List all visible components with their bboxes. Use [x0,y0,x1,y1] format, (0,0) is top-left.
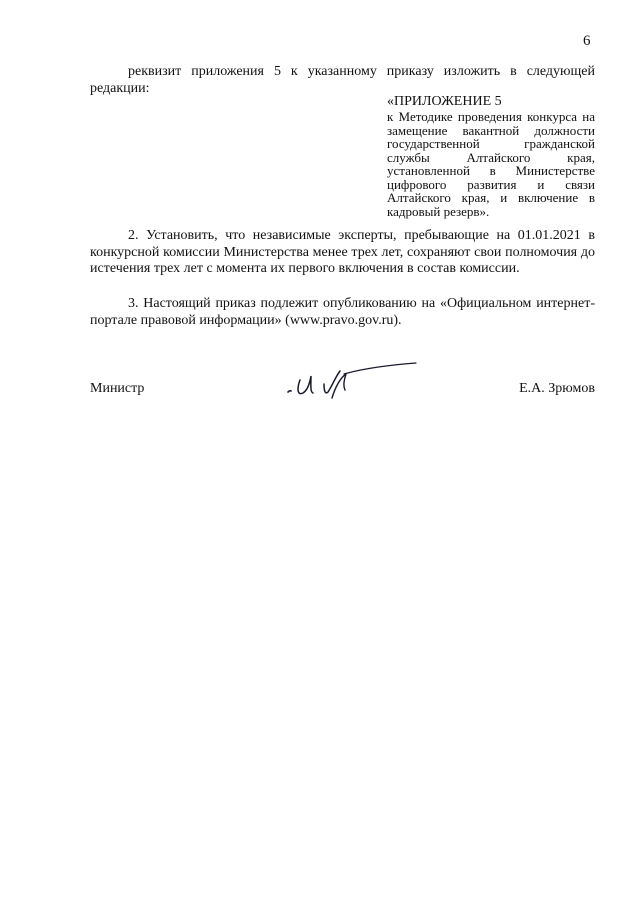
handwritten-signature [280,362,420,402]
signature-name: Е.А. Зрюмов [519,381,595,396]
signature-row [90,378,595,408]
intro-paragraph: реквизит приложения 5 к указанному приказу изложить в следующей редакции: [90,64,595,96]
paragraph-2: 2. Установить, что независимые эксперты, пребывающие на 01.01.2021 в конкурсной комиссии Министерства менее трех лет, сохраняют свои полномочия до истечения трех лет с момента их первого включения в состав комиссии. [90,228,595,276]
appendix-block [387,94,595,218]
appendix-title: «ПРИЛОЖЕНИЕ 5 [387,94,502,109]
paragraph-3: 3. Настоящий приказ подлежит опубликованию на «Официальном интернет-портале правовой информации» (www.pravo.gov.ru). [90,296,595,328]
page-number: 6 [583,33,591,49]
signature-role: Министр [90,381,145,396]
appendix-body: к Методике проведения конкурса на замещение вакантной должности государственной гражданской службы Алтайского края, установленной в Министерстве цифрового развития и связи Алтайского края, и включение в кадровый резерв». [387,109,595,219]
